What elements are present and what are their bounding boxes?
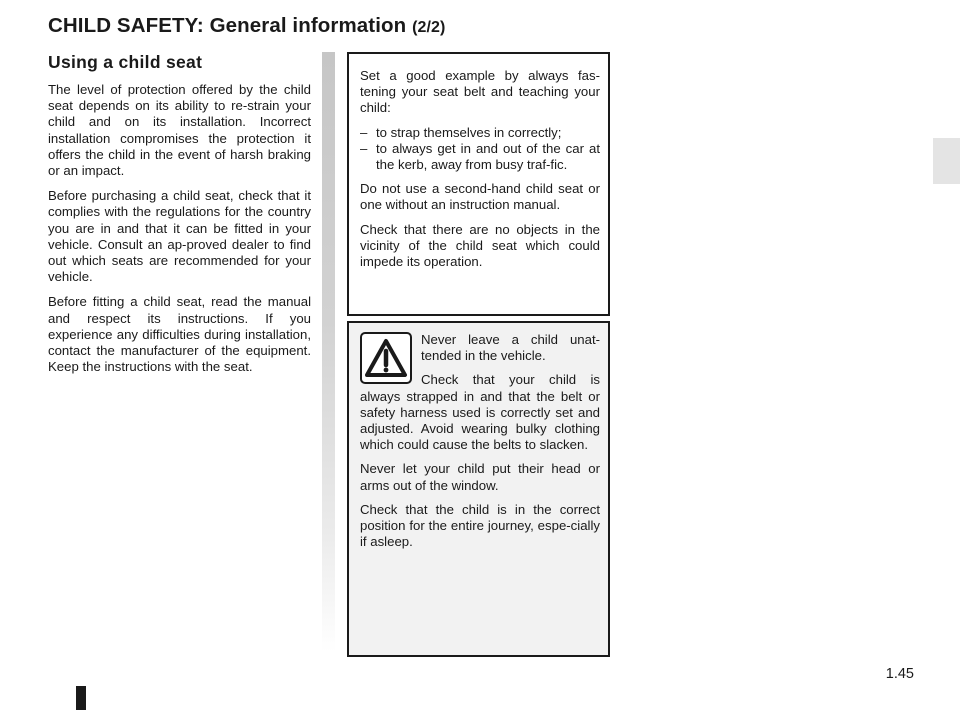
info-paragraph-second-hand: Do not use a second-hand child seat or one without an instruction manual. bbox=[360, 181, 600, 213]
warning-strapped: Check that your child is always strapped in and that the belt or safety harness used is correctly set and adjusted. Avoid wearing bulky clothing which could cause the belts to slacken. bbox=[360, 372, 600, 453]
left-column bbox=[48, 52, 311, 384]
paragraph-purchasing: Before purchasing a child seat, check that it complies with the regulations for the country you are in and that it can be fitted in your vehicle. Consult an ap-proved dealer to find out which seats are recommended for your vehicle. bbox=[48, 188, 311, 285]
info-intro: Set a good example by always fas-tening your seat belt and teaching your child: bbox=[360, 68, 600, 116]
title-text: CHILD SAFETY: General information bbox=[48, 14, 407, 37]
corner-mark bbox=[76, 686, 86, 710]
section-heading: Using a child seat bbox=[48, 52, 203, 72]
info-bullet-list bbox=[360, 125, 600, 174]
info-box bbox=[347, 52, 610, 316]
section-tab-marker bbox=[933, 138, 960, 184]
bullet-text: to always get in and out of the car at the kerb, away from busy traf-fic. bbox=[376, 140, 600, 173]
bullet-dash: – bbox=[360, 140, 368, 156]
warning-unattended: Never leave a child unat-tended in the vehicle. bbox=[421, 332, 600, 364]
warning-position: Check that the child is in the correct position for the entire journey, espe-cially if asleep. bbox=[360, 501, 600, 550]
page-number: 1.45 bbox=[885, 666, 914, 682]
warning-box bbox=[347, 321, 610, 657]
page-title bbox=[48, 14, 445, 38]
warning-triangle-icon bbox=[360, 332, 412, 384]
bullet-text: to strap themselves in correctly; bbox=[376, 124, 562, 140]
info-paragraph-objects: Check that there are no objects in the vicinity of the child seat which could impede its operation. bbox=[360, 221, 600, 270]
title-part: (2/2) bbox=[412, 19, 446, 36]
list-item bbox=[360, 125, 600, 141]
list-item bbox=[360, 141, 600, 173]
warning-window: Never let your child put their head or arms out of the window. bbox=[360, 461, 600, 493]
paragraph-fitting: Before fitting a child seat, read the manual and respect its instructions. If you experience any difficulties during installation, contact the manufacturer of the equipment. Keep the instructions with the seat. bbox=[48, 294, 311, 375]
paragraph-protection: The level of protection offered by the child seat depends on its ability to re-strain your child and on its installation. Incorrect installation compromises the protection it offers the child in the event of harsh braking or an impact. bbox=[48, 82, 311, 179]
column-divider bbox=[322, 52, 335, 652]
bullet-dash: – bbox=[360, 124, 368, 140]
